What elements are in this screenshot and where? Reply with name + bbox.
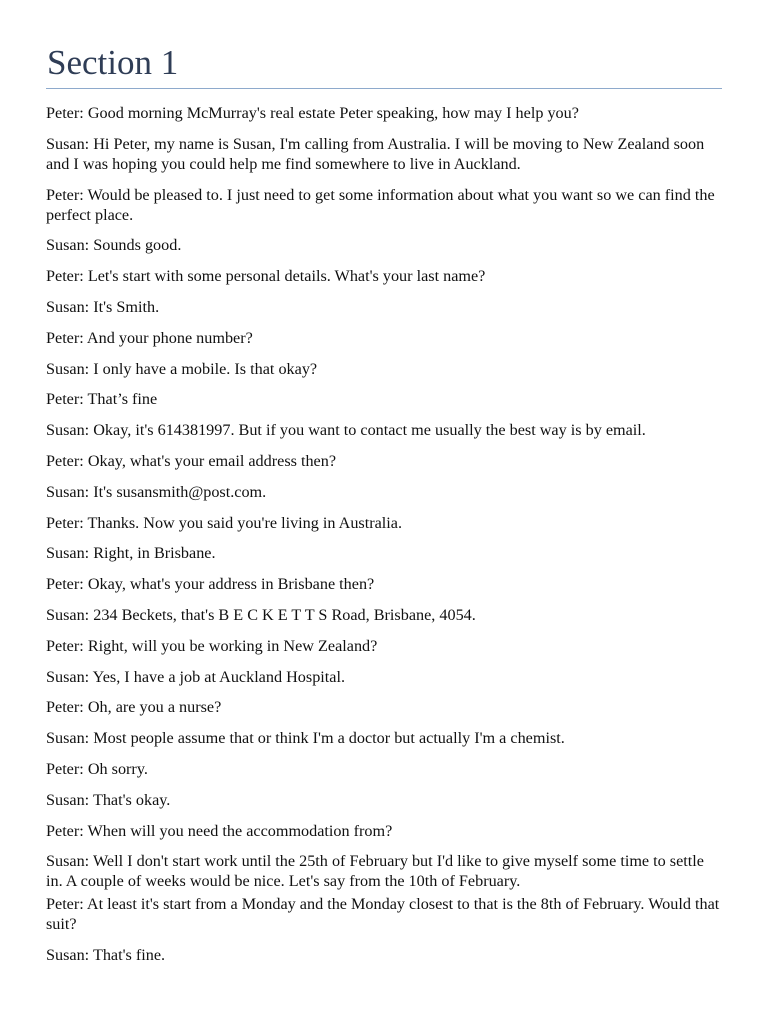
speaker-label: Susan:: [46, 605, 90, 624]
speaker-label: Susan:: [46, 790, 90, 809]
dialogue-line: [46, 728, 722, 748]
dialogue-text: Let's start with some personal details. What's your last name?: [87, 267, 486, 286]
dialogue-line: [46, 790, 722, 810]
speaker-label: Susan:: [46, 421, 90, 440]
dialogue-line: [46, 451, 722, 471]
speaker-label: Susan:: [46, 297, 90, 316]
speaker-label: Peter:: [46, 267, 84, 286]
dialogue-text: Well I don't start work until the 25th of February but I'd like to give myself some time to settle in. A couple of weeks would be nice. Let's say from the 10th of February.: [46, 852, 704, 891]
dialogue-text: Good morning McMurray's real estate Peter speaking, how may I help you?: [87, 104, 579, 122]
speaker-label: Peter:: [46, 104, 84, 122]
dialogue-text: Right, will you be working in New Zealand?: [87, 636, 378, 655]
title-divider: [46, 88, 722, 89]
dialogue-text: Most people assume that or think I'm a doctor but actually I'm a chemist.: [93, 729, 565, 748]
dialogue-line: [46, 605, 722, 625]
dialogue-text: Yes, I have a job at Auckland Hospital.: [92, 667, 346, 686]
dialogue-line: [46, 420, 722, 440]
dialogue-line: [46, 297, 722, 317]
dialogue-text: Okay, what's your email address then?: [87, 451, 337, 470]
dialogue-line: [46, 513, 722, 533]
dialogue-text: That's fine.: [92, 945, 166, 964]
dialogue-line: [46, 697, 722, 717]
document-page: [46, 40, 722, 975]
dialogue-line: [46, 574, 722, 594]
dialogue-text: It's susansmith@post.com.: [93, 482, 267, 501]
dialogue-text: And your phone number?: [86, 328, 253, 347]
dialogue-line: [46, 185, 722, 225]
speaker-label: Susan:: [46, 544, 90, 563]
dialogue-text: When will you need the accommodation from?: [87, 821, 393, 840]
speaker-label: Susan:: [46, 667, 90, 686]
speaker-label: Peter:: [46, 821, 84, 840]
speaker-label: Susan:: [46, 236, 90, 255]
speaker-label: Susan:: [46, 359, 90, 378]
speaker-label: Susan:: [46, 729, 90, 748]
dialogue-transcript: [46, 103, 722, 965]
dialogue-line: [46, 894, 722, 934]
speaker-label: Susan:: [46, 945, 90, 964]
dialogue-text: That’s fine: [87, 390, 158, 409]
speaker-label: Peter:: [46, 328, 84, 347]
speaker-label: Peter:: [46, 451, 84, 470]
speaker-label: Peter:: [46, 636, 84, 655]
dialogue-text: That's okay.: [92, 790, 171, 809]
dialogue-line: [46, 328, 722, 348]
dialogue-text: At least it's start from a Monday and the Monday closest to that is the 8th of February. Would that suit?: [46, 894, 720, 933]
dialogue-line: [46, 134, 722, 174]
dialogue-text: I only have a mobile. Is that okay?: [93, 359, 318, 378]
dialogue-text: Okay, it's 614381997. But if you want to contact me usually the best way is by email.: [93, 421, 646, 440]
dialogue-line: [46, 103, 722, 123]
dialogue-text: Sounds good.: [93, 236, 182, 255]
dialogue-line: [46, 389, 722, 409]
section-title: Section 1: [47, 43, 179, 82]
speaker-label: Susan:: [46, 482, 90, 501]
speaker-label: Peter:: [46, 513, 84, 532]
dialogue-line: [46, 482, 722, 502]
dialogue-text: Okay, what's your address in Brisbane then?: [87, 575, 375, 594]
dialogue-text: Would be pleased to. I just need to get some information about what you want so we can find the perfect place.: [46, 185, 715, 224]
speaker-label: Peter:: [46, 390, 84, 409]
dialogue-text: Hi Peter, my name is Susan, I'm calling from Australia. I will be moving to New Zealand soon and I was hoping you could help me find somewhere to live in Auckland.: [46, 134, 705, 173]
dialogue-line: [46, 945, 722, 965]
dialogue-text: Thanks. Now you said you're living in Australia.: [87, 513, 403, 532]
dialogue-text: Oh, are you a nurse?: [87, 698, 222, 717]
dialogue-line: [46, 821, 722, 841]
dialogue-line: [46, 636, 722, 656]
dialogue-text: Right, in Brisbane.: [93, 544, 216, 563]
dialogue-line: [46, 266, 722, 286]
dialogue-line: [46, 235, 722, 255]
dialogue-text: 234 Beckets, that's B E C K E T T S Road, Brisbane, 4054.: [93, 605, 476, 624]
speaker-label: Susan:: [46, 134, 90, 153]
dialogue-line: [46, 359, 722, 379]
dialogue-text: Oh sorry.: [87, 759, 148, 778]
speaker-label: Peter:: [46, 698, 84, 717]
speaker-label: Peter:: [46, 185, 84, 204]
dialogue-line: [46, 759, 722, 779]
dialogue-line: [46, 851, 722, 891]
dialogue-text: It's Smith.: [93, 297, 160, 316]
speaker-label: Peter:: [46, 575, 84, 594]
speaker-label: Susan:: [46, 852, 90, 871]
dialogue-line: [46, 543, 722, 563]
speaker-label: Peter:: [46, 894, 84, 913]
dialogue-line: [46, 667, 722, 687]
speaker-label: Peter:: [46, 759, 84, 778]
